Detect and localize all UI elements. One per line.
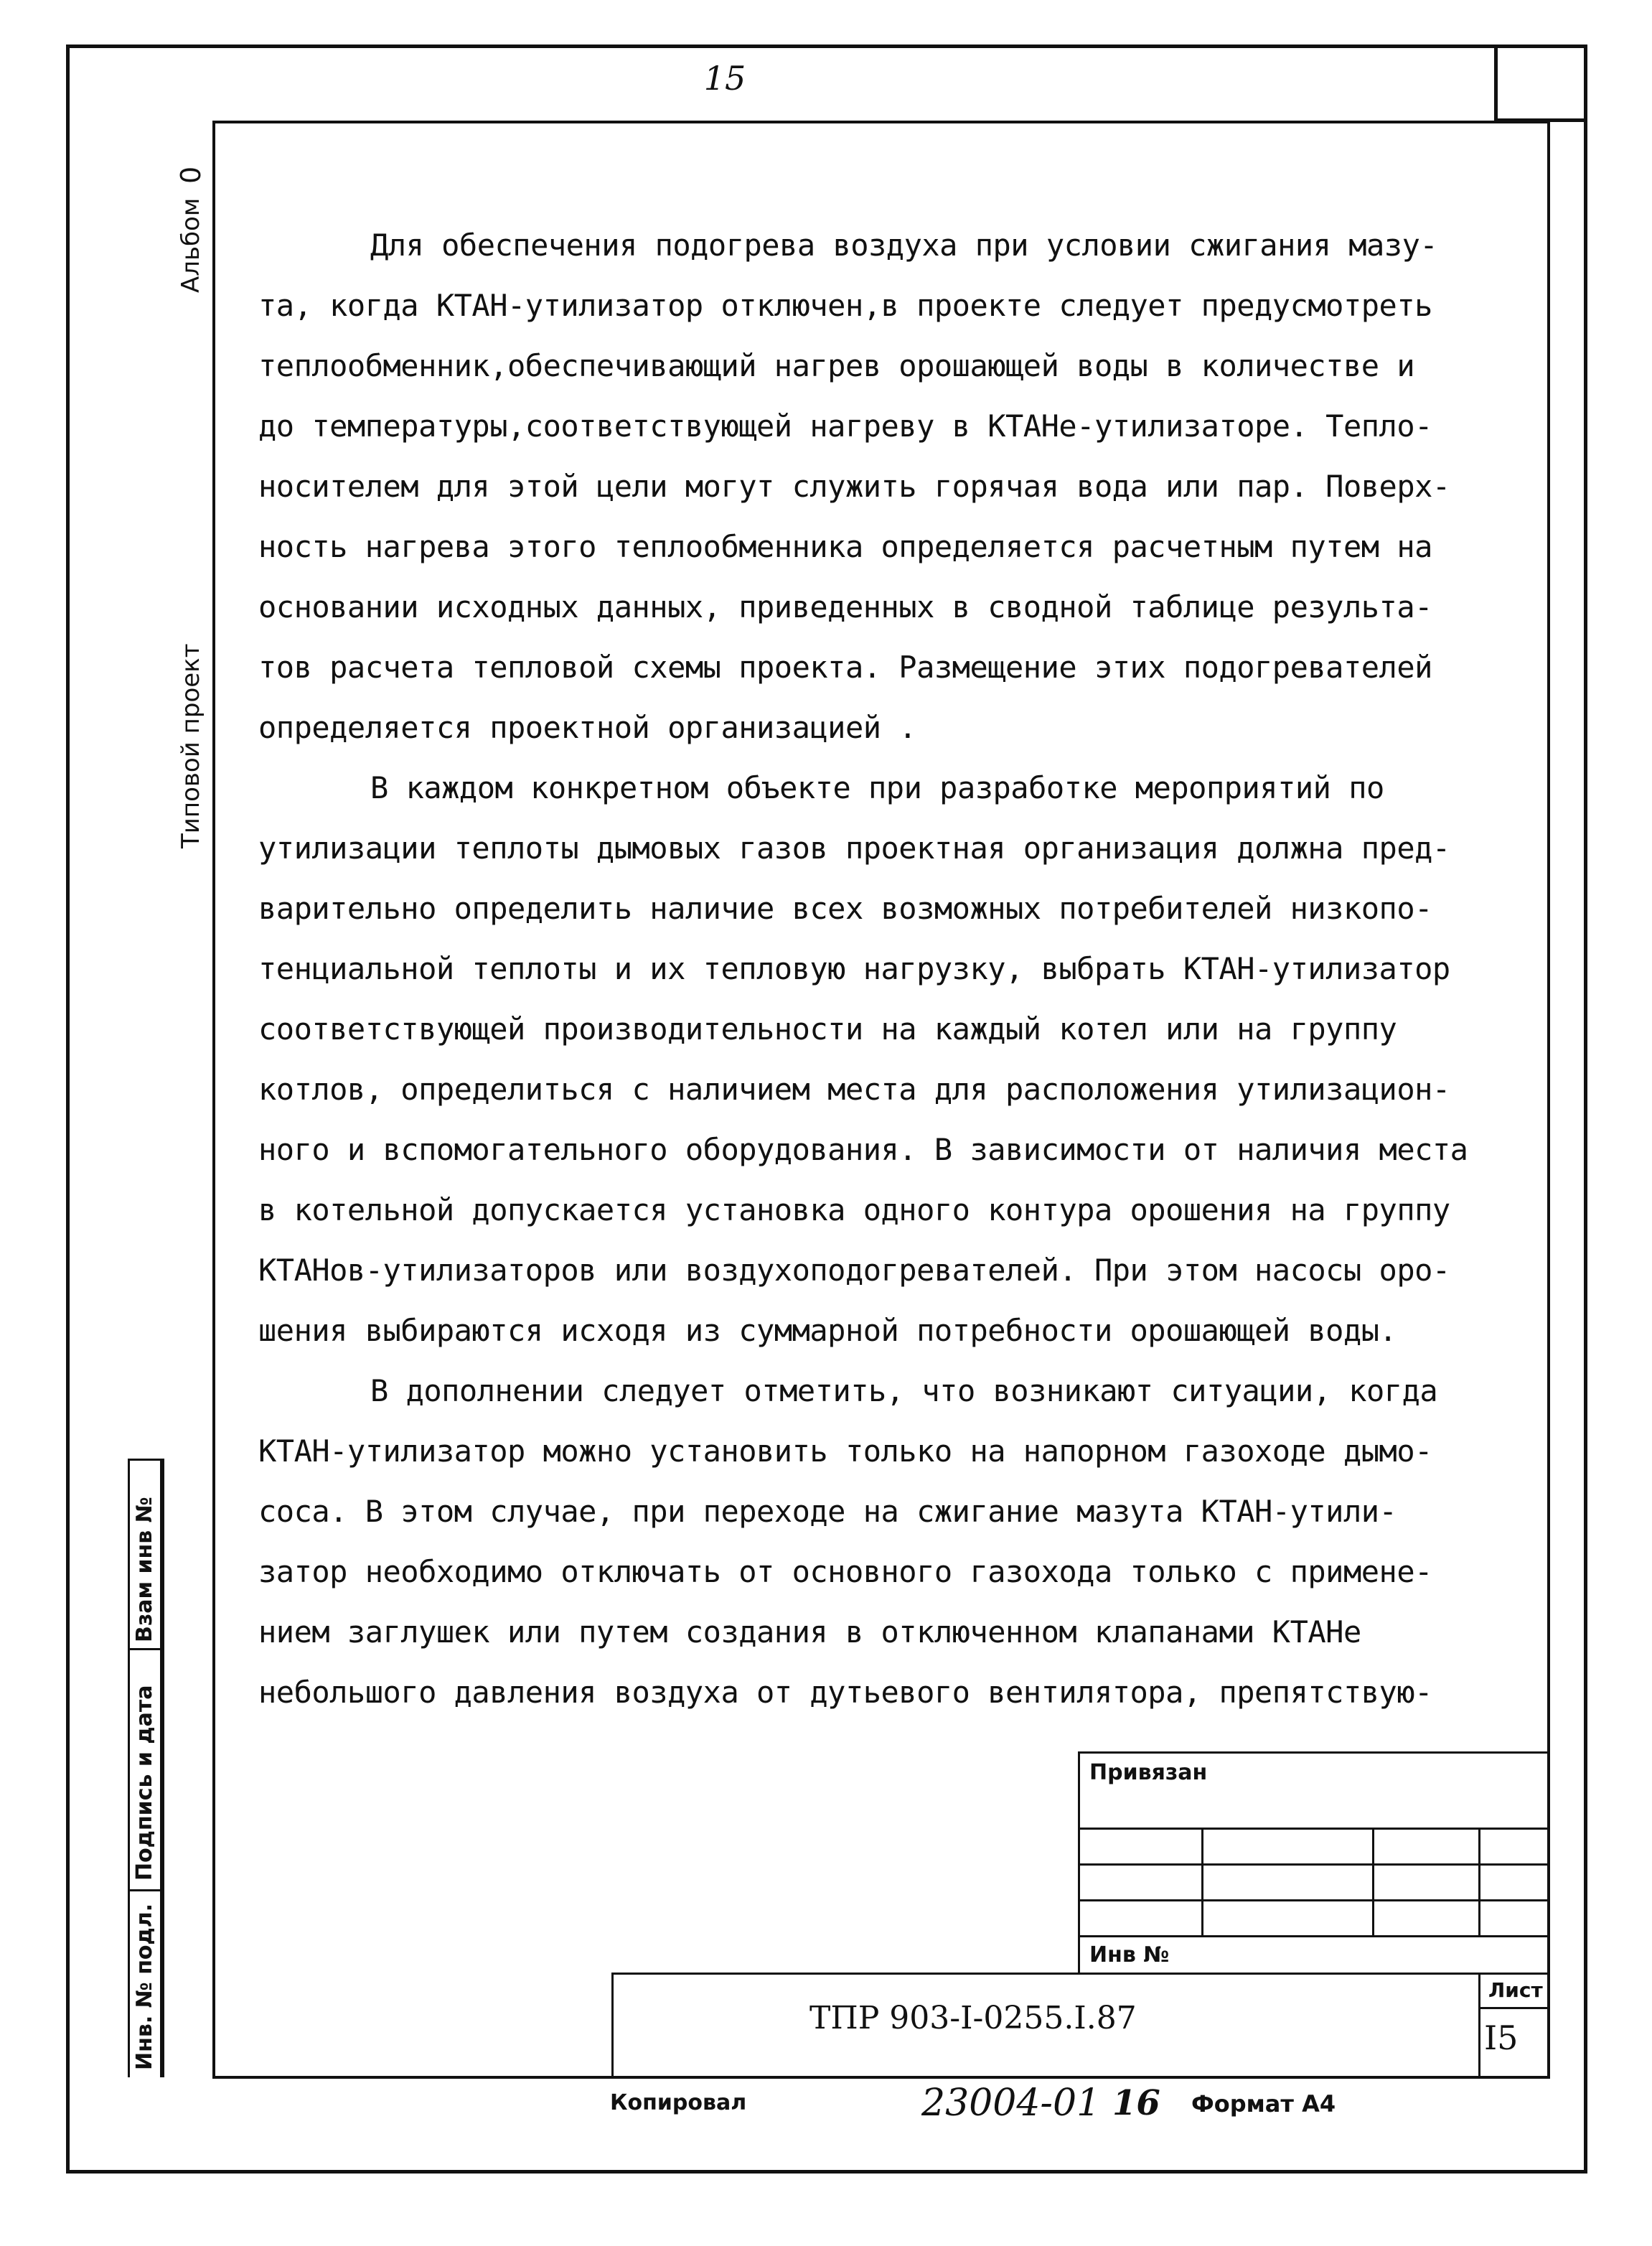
stamp-line (1078, 1751, 1550, 1754)
stamp-line (1078, 1935, 1550, 1937)
stamp-line (611, 1973, 614, 2079)
corner-box (1494, 45, 1587, 122)
strip-divider (128, 1889, 162, 1891)
kopiroval-label: Копировал (610, 2090, 747, 2115)
project-type-label: Типовой проект (177, 643, 205, 848)
text-line: основании исходных данных, приведенных в сводной таблице результа- (258, 589, 1432, 624)
stamp-line (1478, 1828, 1480, 1935)
text-line: шения выбираются исходя из суммарной потребности орошающей воды. (258, 1313, 1397, 1348)
text-line: Для обеспечения подогрева воздуха при условии сжигания мазу- (370, 228, 1438, 263)
privyazan-label: Привязан (1089, 1760, 1208, 1785)
stamp-line (1478, 1973, 1480, 2079)
text-line: В каждом конкретном объекте при разработке мероприятий по (370, 770, 1384, 805)
text-line: носителем для этой цели могут служить горячая вода или пар. Поверх- (258, 469, 1450, 504)
text-line: определяется проектной организацией . (258, 710, 917, 745)
stamp-line (1201, 1828, 1203, 1935)
stamp-line (611, 1973, 1550, 1975)
text-line: теплообменник,обеспечивающий нагрев орошающей воды в количестве и (258, 348, 1415, 383)
podpis-data-label: Подпись и дата (132, 1685, 157, 1881)
text-line: до температуры,соответствующей нагреву в КТАНе-утилизаторе. Тепло- (258, 408, 1432, 444)
text-line: в котельной допускается установка одного контура орошения на группу (258, 1192, 1450, 1227)
text-line: соса. В этом случае, при переходе на сжигание мазута КТАН-утили- (258, 1494, 1397, 1529)
text-line: соответствующей производительности на каждый котел или на группу (258, 1011, 1397, 1047)
copy-code: 23004-01 (921, 2082, 1101, 2125)
format-label: Формат А4 (1191, 2090, 1336, 2118)
paragraph-1 (258, 215, 1543, 758)
text-line: небольшого давления воздуха от дутьевого вентилятора, препятствую- (258, 1675, 1432, 1710)
album-number: 0 (175, 166, 207, 184)
inv-podl-label: Инв. № подл. (132, 1903, 157, 2070)
copy-sheet-number: 16 (1112, 2083, 1160, 2123)
text-line: КТАН-утилизатор можно установить только на напорном газоходе дымо- (258, 1433, 1432, 1469)
document-code: ТПР 903-I-0255.I.87 (809, 2000, 1137, 2036)
strip-edge (162, 1459, 164, 2077)
text-line: ность нагрева этого теплообменника определяется расчетным путем на (258, 529, 1432, 564)
stamp-line (1078, 1751, 1080, 1973)
text-line: утилизации теплоты дымовых газов проектная организация должна пред- (258, 830, 1450, 866)
text-line: затор необходимо отключать от основного газохода только с примене- (258, 1554, 1432, 1589)
text-line: ного и вспомогательного оборудования. В зависимости от наличия места (258, 1132, 1468, 1167)
stamp-line (1478, 2007, 1550, 2009)
text-line: тенциальной теплоты и их тепловую нагрузку, выбрать КТАН-утилизатор (258, 951, 1450, 986)
text-line: тов расчета тепловой схемы проекта. Размещение этих подогревателей (258, 650, 1432, 685)
vzam-inv-label: Взам инв № (132, 1497, 157, 1642)
text-line: варительно определить наличие всех возможных потребителей низкопо- (258, 891, 1432, 926)
inv-no-label: Инв № (1089, 1942, 1170, 1967)
text-line: котлов, определиться с наличием места для расположения утилизацион- (258, 1072, 1450, 1107)
top-page-number: 15 (703, 59, 746, 98)
text-line: та, когда КТАН-утилизатор отключен,в проекте следует предусмотреть (258, 288, 1432, 323)
body-text (258, 215, 1543, 1723)
stamp-line (1372, 1828, 1374, 1935)
strip-divider (128, 1648, 162, 1650)
paragraph-3 (258, 1361, 1543, 1723)
paragraph-2 (258, 758, 1543, 1361)
text-line: КТАНов-утилизаторов или воздухоподогревателей. При этом насосы оро- (258, 1253, 1450, 1288)
list-label: Лист (1488, 1978, 1543, 2002)
text-line: нием заглушек или путем создания в отключенном клапанами КТАНе (258, 1614, 1361, 1650)
text-line: В дополнении следует отметить, что возникают ситуации, когда (370, 1373, 1438, 1408)
album-label: Альбом (177, 197, 205, 293)
list-number: I5 (1484, 2018, 1519, 2057)
